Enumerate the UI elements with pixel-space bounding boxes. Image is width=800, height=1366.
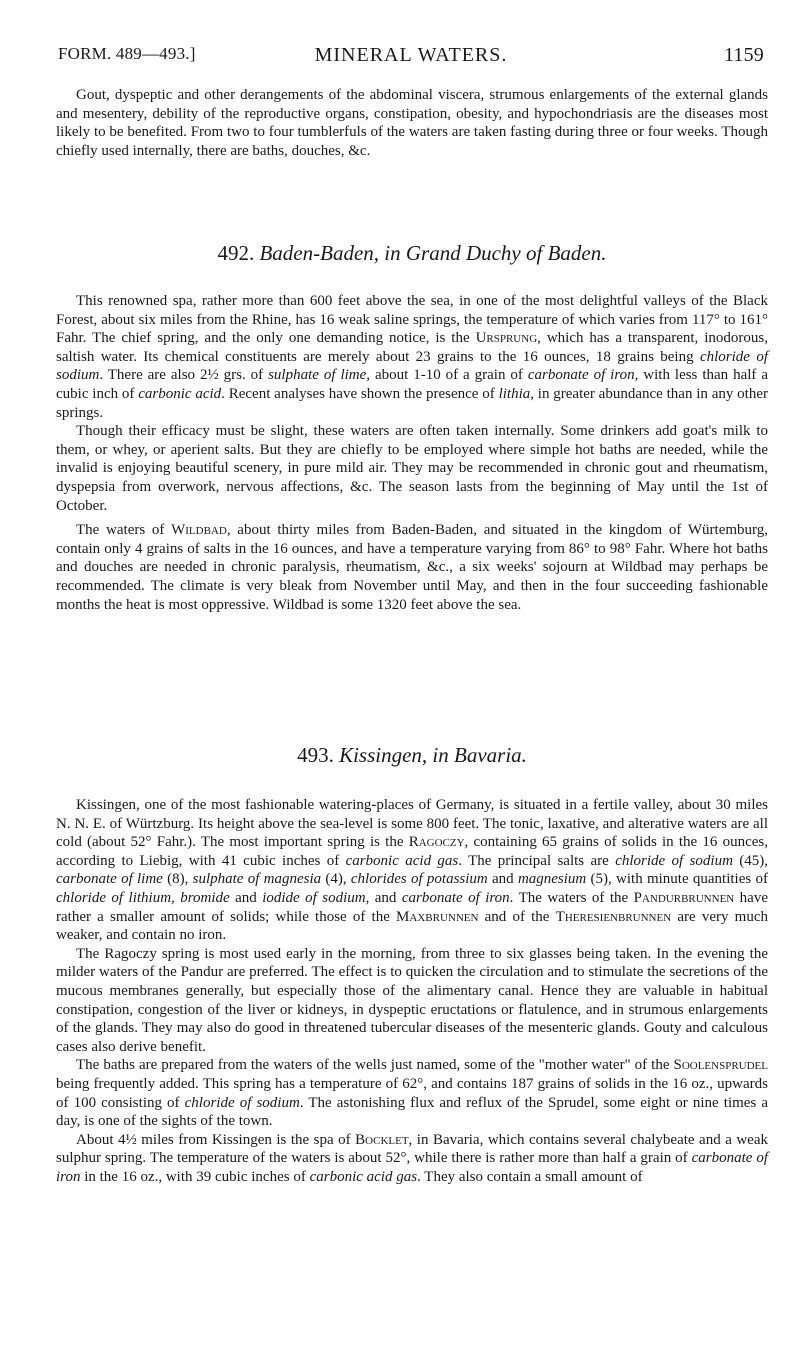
paragraph: Kissingen, one of the most fashionable watering-places of Germany, is situated in a fertile valley, about 30 miles N. N. E. of Würtzburg. Its height above the sea-level is some 800 feet. The tonic, laxative, and alterative waters are all cold (about 52° Fahr.). The most important spring is the Ragoczy, containing 65 grains of solids in the 16 ounces, according to Liebig, with 41 cubic inches of carbonic acid gas. The principal salts are chloride of sodium (45), carbonate of lime (8), sulphate of magnesia (4), chlorides of potassium and magnesium (5), with minute quantities of chloride of lithium, bromide and iodide of sodium, and carbonate of iron. The waters of the Pandurbrunnen have rather a smaller amount of solids; while those of the Maxbrunnen and of the Theresienbrunnen are very much weaker, and contain no iron.: [56, 797, 769, 944]
section-492-body: [56, 292, 768, 614]
section-title: Kissingen, in Bavaria.: [339, 743, 527, 767]
paragraph: The baths are prepared from the waters of the wells just named, some of the "mother water" of the Soolensprudel being frequently added. This spring has a temperature of 62°, and contains 187 grains of solids in the 16 oz., upwards of 100 consisting of chloride of sodium. The astonishing flux and reflux of the Sprudel, some eight or nine times a day, is one of the sights of the town.: [56, 1057, 769, 1130]
paragraph: The waters of Wildbad, about thirty miles from Baden-Baden, and situated in the kingdom of Würtemburg, contain only 4 grains of salts in the 16 ounces, and have a temperature varying from 86° to 98° Fahr. Where hot baths and douches are needed in chronic paralysis, rheumatism, &c., a six weeks' sojourn at Wildbad may perhaps be recommended. The climate is very bleak from November until May, and then in the four succeeding fashionable months the heat is most oppressive. Wildbad is some 1320 feet above the sea.: [56, 522, 768, 613]
intro-paragraph-block: [56, 86, 768, 160]
section-493-body: [56, 796, 768, 1186]
paragraph: About 4½ miles from Kissingen is the spa of Bocklet, in Bavaria, which contains several chalybeate and a weak sulphur spring. The temperature of the waters is about 52°, while there is rather more than half a grain of carbonate of iron in the 16 oz., with 39 cubic inches of carbonic acid gas. They also contain a small amount of: [56, 1131, 768, 1185]
section-title: Baden-Baden, in Grand Duchy of Baden.: [259, 241, 607, 265]
running-header: [58, 44, 764, 70]
paragraph: The Ragoczy spring is most used early in the morning, from three to six glasses being taken. In the evening the milder waters of the Pandur are preferred. The effect is to quicken the circulation and to stimulate the secretions of the mucous membranes generally, but especially those of the alimentary canal. Hence they are valuable in habitual constipation, congestion of the liver or kidneys, in dyspeptic eructations or flatulence, and in strumous enlargements of the glands. They may also do good in threatened tubercular diseases of the mesenteric glands. Gouty and calculous cases also derive benefit.: [56, 945, 768, 1055]
paragraph: This renowned spa, rather more than 600 feet above the sea, in one of the most delightful valleys of the Black Forest, about six miles from the Rhine, has 16 weak saline springs, the temperature of which varies from 117° to 161° Fahr. The chief spring, and the only one demanding notice, is the Ursprung, which has a transparent, inodorous, saltish water. Its chemical constituents are merely about 23 grains to the 16 ounces, 18 grains being chloride of sodium. There are also 2½ grs. of sulphate of lime, about 1-10 of a grain of carbonate of iron, with less than half a cubic inch of carbonic acid. Recent analyses have shown the presence of lithia, in greater abundance than in any other springs.: [56, 293, 768, 421]
section-number: 492.: [217, 241, 255, 265]
section-number: 493.: [297, 743, 334, 767]
paragraph: Though their efficacy must be slight, these waters are often taken internally. Some drinkers add goat's milk to them, or whey, or aperient salts. But they are chiefly to be employed where simple hot baths are needed, while the invalid is enjoying beautiful scenery, in pure mild air. They may be recommended in chronic gout and rheumatism, dyspepsia from overwork, nervous affections, &c. The season lasts from the beginning of May until the 1st of October.: [56, 423, 768, 514]
form-reference: FORM. 489—493.]: [58, 44, 196, 63]
intro-paragraph: Gout, dyspeptic and other derangements of the abdominal viscera, strumous enlargements of the external glands and mesentery, debility of the reproductive organs, constipation, obesity, and hypochondriasis are the diseases most likely to be benefited. From two to four tumblerfuls of the waters are taken fasting during three or four weeks. Though chiefly used internally, there are baths, douches, &c.: [56, 87, 768, 159]
section-493-heading: [56, 743, 768, 768]
page-number: 1159: [723, 44, 764, 66]
running-title: MINERAL WATERS.: [314, 44, 508, 66]
section-492-heading: [56, 241, 768, 266]
